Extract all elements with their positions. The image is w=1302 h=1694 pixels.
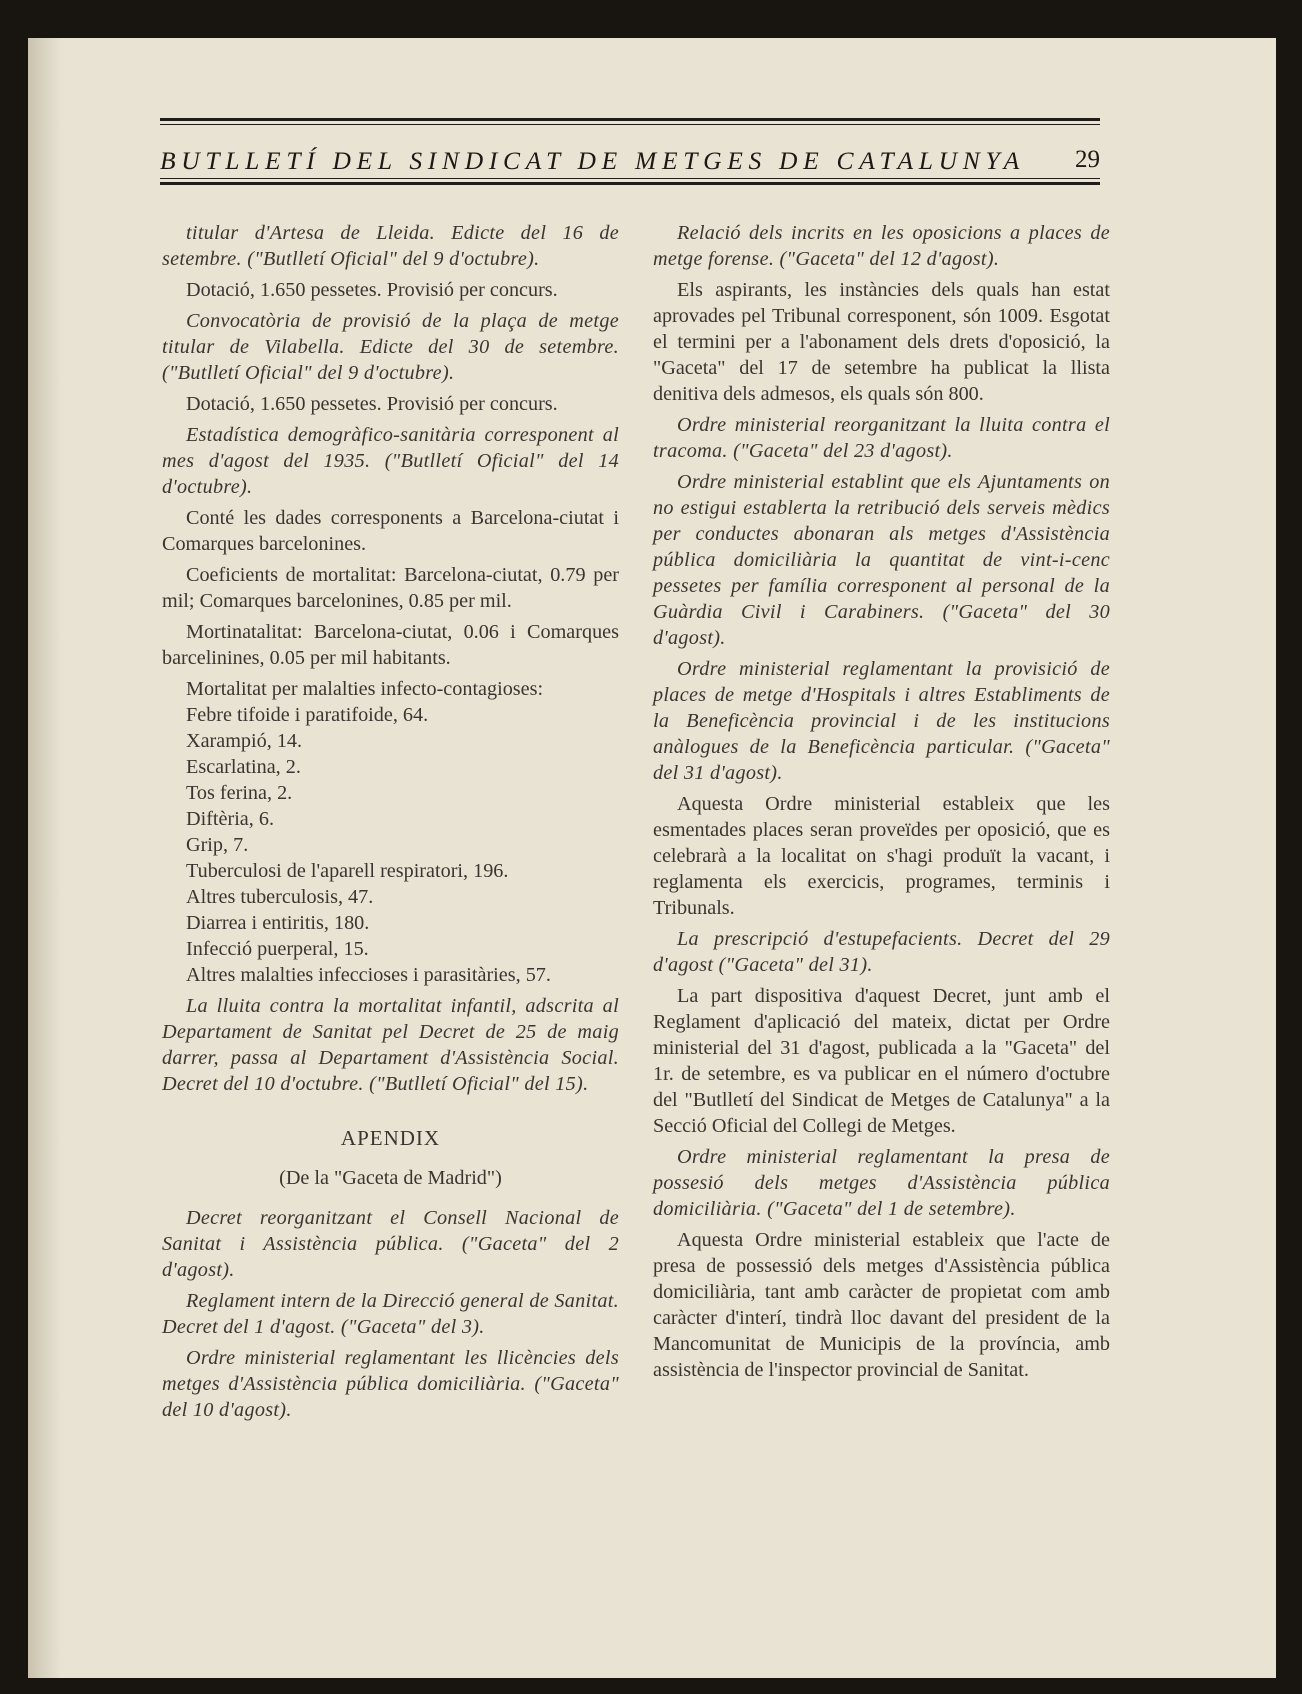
italic-entry-title: Relació dels incrits en les oposicions a places de metge forense. ("Gaceta" del 12 d'agost).: [653, 222, 1110, 270]
italic-entry-title: Reglament intern de la Direcció general de Sanitat. Decret del 1 d'agost. ("Gaceta" del 3).: [162, 1290, 619, 1338]
header-rule-top-thick: [160, 118, 1100, 121]
section-subheading: (De la "Gaceta de Madrid"): [279, 1167, 502, 1189]
italic-entry-title: Ordre ministerial reglamentant la presa de possesió dels metges d'Assistència pública domiciliària. ("Gaceta" del 1 de setembre).: [653, 1146, 1110, 1220]
page-gutter-shadow: [28, 38, 62, 1678]
italic-entry-title: Ordre ministerial reglamentant les llicències dels metges d'Assistència pública domiciliària. ("Gaceta" del 10 d'agost).: [162, 1347, 619, 1421]
italic-entry-title: Decret reorganitzant el Consell Nacional de Sanitat i Assistència pública. ("Gaceta" del 2 d'agost).: [162, 1207, 619, 1281]
body-paragraph: Aquesta Ordre ministerial estableix que l'acte de presa de possessió dels metges d'Assistència pública domiciliària, tant amb caràcter de propietat com amb caràcter d'interí, tindrà lloc davant del president de la Mancomunitat de Municipis de la província, amb assistència de l'inspector provincial de Sanitat.: [653, 1229, 1110, 1381]
section-heading: APENDIX: [340, 1126, 441, 1150]
italic-entry-title: Ordre ministerial reorganitzant la lluita contra el tracoma. ("Gaceta" del 23 d'agost).: [653, 414, 1110, 462]
header-rule-top-thin: [160, 124, 1100, 125]
body-paragraph: Mortinatalitat: Barcelona-ciutat, 0.06 i Comarques barcelinines, 0.05 per mil habitants.: [162, 621, 619, 669]
body-paragraph: Mortalitat per malalties infecto-contagioses:: [186, 678, 544, 700]
mortality-list-item: Diarrea i entiritis, 180.: [186, 912, 370, 934]
left-text-column: [162, 220, 619, 1423]
body-paragraph: Conté les dades corresponents a Barcelona-ciutat i Comarques barcelonines.: [162, 507, 619, 555]
mortality-list-item: Xarampió, 14.: [186, 730, 303, 752]
mortality-list-item: Infecció puerperal, 15.: [186, 938, 369, 960]
italic-entry-title: La lluita contra la mortalitat infantil, adscrita al Departament de Sanitat pel Decret de 25 de maig darrer, passa al Departament d'Assistència Social. Decret del 10 d'octubre. ("Butlletí Oficial" del 15).: [162, 995, 619, 1095]
header-rule-bottom-thick: [160, 182, 1100, 185]
running-header-title: BUTLLETÍ DEL SINDICAT DE METGES DE CATALUNYA: [160, 146, 1025, 175]
italic-entry-title: Ordre ministerial establint que els Ajuntaments on no estigui establerta la retribució dels serveis mèdics per conductes abonaran als metges d'Assistència pública domiciliària la quantitat de vint-i-cenc pessetes per família corresponent al personal de la Guàrdia Civil i Carabiners. ("Gaceta" del 30 d'agost).: [653, 471, 1110, 649]
right-text-column: [653, 220, 1110, 1383]
body-paragraph: Dotació, 1.650 pessetes. Provisió per concurs.: [186, 279, 558, 301]
body-paragraph: Aquesta Ordre ministerial estableix que les esmentades places seran proveïdes per oposició, que es celebrarà a la localitat on s'hagi produït la vacant, i reglamenta els exercicis, programes, terminis i Tribunals.: [653, 793, 1110, 919]
italic-entry-title: Convocatòria de provisió de la plaça de metge titular de Vilabella. Edicte del 30 de setembre. ("Butlletí Oficial" del 9 d'octubre).: [162, 310, 619, 384]
body-paragraph: La part dispositiva d'aquest Decret, junt amb el Reglament d'aplicació del mateix, dictat per Ordre ministerial del 31 d'agost, publicada a la "Gaceta" del 1r. de setembre, es va publicar en el número d'octubre del "Butlletí del Sindicat de Metges de Catalunya" a la Secció Oficial del Collegi de Metges.: [653, 985, 1110, 1137]
book-page: [28, 38, 1276, 1678]
mortality-list-item: Escarlatina, 2.: [186, 756, 301, 778]
mortality-list-item: Febre tifoide i paratifoide, 64.: [186, 704, 429, 726]
body-paragraph: Dotació, 1.650 pessetes. Provisió per concurs.: [186, 393, 558, 415]
italic-entry-title: Estadística demogràfico-sanitària corresponent al mes d'agost del 1935. ("Butlletí Oficial" del 14 d'octubre).: [162, 424, 619, 498]
italic-entry-title: titular d'Artesa de Lleida. Edicte del 16 de setembre. ("Butlletí Oficial" del 9 d'octubre).: [162, 222, 619, 270]
mortality-list-item: Altres tuberculosis, 47.: [186, 886, 374, 908]
mortality-list-item: Altres malalties infeccioses i parasitàries, 57.: [186, 964, 551, 986]
body-paragraph: Coeficients de mortalitat: Barcelona-ciutat, 0.79 per mil; Comarques barcelonines, 0.85 per mil.: [162, 564, 619, 612]
mortality-list-item: Tuberculosi de l'aparell respiratori, 196.: [186, 860, 509, 882]
italic-entry-title: Ordre ministerial reglamentant la provisició de places de metge d'Hospitals i altres Establiments de la Beneficència provincial i de les institucions anàlogues de la Beneficència particular. ("Gaceta" del 31 d'agost).: [653, 658, 1110, 784]
mortality-list-item: Tos ferina, 2.: [186, 782, 293, 804]
body-paragraph: Els aspirants, les instàncies dels quals han estat aprovades pel Tribunal corresponent, són 1009. Esgotat el termini per a l'abonament dels drets d'oposició, la "Gaceta" del 17 de setembre ha publicat la llista denitiva dels admesos, els quals són 800.: [653, 279, 1110, 405]
italic-entry-title: La prescripció d'estupefacients. Decret del 29 d'agost ("Gaceta" del 31).: [653, 928, 1110, 976]
page-number: 29: [1075, 146, 1100, 173]
mortality-list-item: Grip, 7.: [186, 834, 249, 856]
mortality-list-item: Diftèria, 6.: [186, 808, 275, 830]
header-rule-bottom-thin: [160, 178, 1100, 179]
